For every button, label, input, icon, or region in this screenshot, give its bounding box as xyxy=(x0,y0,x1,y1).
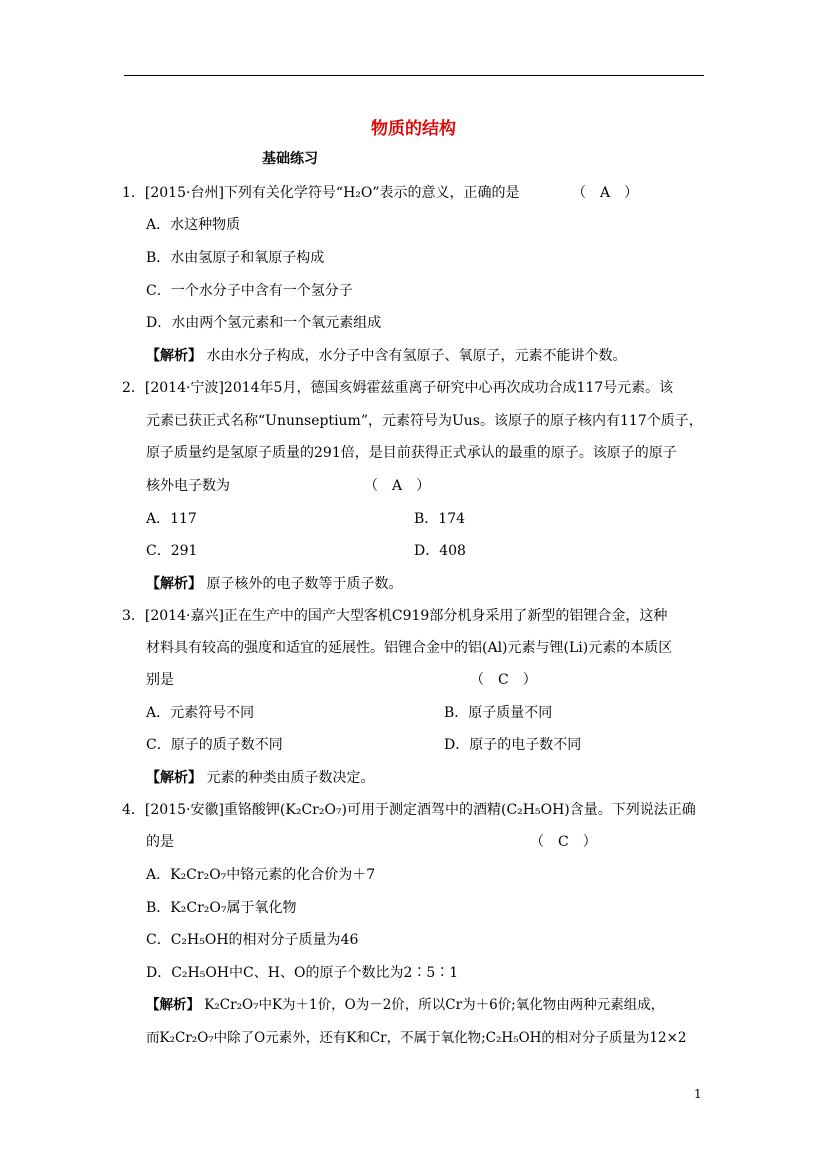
q1-stem: 1．[2015·台州]下列有关化学符号“H₂O”表示的意义，正确的是 xyxy=(122,185,520,201)
q3-option-b: B．原子质量不同 xyxy=(444,705,553,721)
q4-analysis xyxy=(146,995,664,1015)
q2-stem-line: 原子质量约是氢原子质量的291倍，是目前获得正式承认的最重的原子。该原子的原子 xyxy=(146,445,677,461)
q4-option-d: D．C₂H₅OH中C、H、O的原子个数比为2∶5∶1 xyxy=(146,965,459,981)
section-heading: 基础练习 xyxy=(262,151,318,167)
analysis-label: 【解析】 xyxy=(146,997,200,1013)
q3-option-d: D．原子的电子数不同 xyxy=(444,737,582,753)
q2-answer: （ A ） xyxy=(364,478,431,494)
q1-option-d: D．水由两个氢元素和一个氧元素组成 xyxy=(146,315,382,331)
q2-stem-line: 元素已获正式名称“Ununseptium”，元素符号为Uus。该原子的原子核内有117个质子， xyxy=(146,413,703,429)
q4-analysis-line-2: 而K₂Cr₂O₇中除了O元素外，还有K和Cr，不属于氧化物;C₂H₅OH的相对分子质量为12×2 xyxy=(146,1030,687,1046)
analysis-label: 【解析】 xyxy=(146,576,202,592)
q3-stem-line: 材料具有较高的强度和适宜的延展性。铝锂合金中的铝(Al)元素与锂(Li)元素的本质区 xyxy=(146,640,673,656)
q2-analysis xyxy=(146,574,402,594)
q2-option-c: C．291 xyxy=(146,543,198,559)
analysis-text: 元素的种类由质子数决定。 xyxy=(206,770,375,786)
q3-option-c: C．原子的质子数不同 xyxy=(146,737,283,753)
q1-analysis xyxy=(146,346,626,366)
page-title: 物质的结构 xyxy=(371,119,456,139)
q1-answer: （ A ） xyxy=(572,185,639,201)
analysis-label: 【解析】 xyxy=(146,770,202,786)
q2-option-a: A．117 xyxy=(146,511,197,527)
q4-option-a: A．K₂Cr₂O₇中铬元素的化合价为＋7 xyxy=(146,867,376,883)
q4-answer: （ C ） xyxy=(530,834,597,850)
analysis-text: 水由水分子构成，水分子中含有氢原子、氧原子，元素不能讲个数。 xyxy=(206,348,627,364)
q3-option-a: A．元素符号不同 xyxy=(146,705,255,721)
q1-option-b: B．水由氢原子和氧原子构成 xyxy=(146,250,325,266)
q4-option-b: B．K₂Cr₂O₇属于氧化物 xyxy=(146,900,297,916)
q3-stem-line: 别是 xyxy=(146,672,174,688)
q4-stem-line: 的是 xyxy=(146,834,174,850)
q4-stem-line: 4．[2015·安徽]重铬酸钾(K₂Cr₂O₇)可用于测定酒驾中的酒精(C₂H₅OH)含量。下列说法正确 xyxy=(122,802,696,818)
q3-answer: （ C ） xyxy=(470,672,537,688)
q2-option-d: D．408 xyxy=(414,543,466,559)
header-rule xyxy=(124,75,704,76)
page-number: 1 xyxy=(694,1087,702,1101)
q2-stem-line: 2．[2014·宁波]2014年5月，德国亥姆霍兹重离子研究中心再次成功合成117号元素。该 xyxy=(122,380,674,396)
q2-option-b: B．174 xyxy=(414,511,466,527)
q3-stem-line: 3．[2014·嘉兴]正在生产中的国产大型客机C919部分机身采用了新型的铝锂合金，这种 xyxy=(122,608,668,624)
q4-option-c: C．C₂H₅OH的相对分子质量为46 xyxy=(146,932,359,948)
q2-stem-line: 核外电子数为 xyxy=(146,478,230,494)
q3-analysis xyxy=(146,768,374,788)
analysis-label: 【解析】 xyxy=(146,348,202,364)
q1-option-a: A．水这种物质 xyxy=(146,217,241,233)
analysis-text: 原子核外的电子数等于质子数。 xyxy=(206,576,403,592)
analysis-text: K₂Cr₂O₇中K为＋1价，O为－2价，所以Cr为＋6价;氧化物由两种元素组成， xyxy=(204,997,665,1013)
q1-option-c: C．一个水分子中含有一个氢分子 xyxy=(146,283,353,299)
